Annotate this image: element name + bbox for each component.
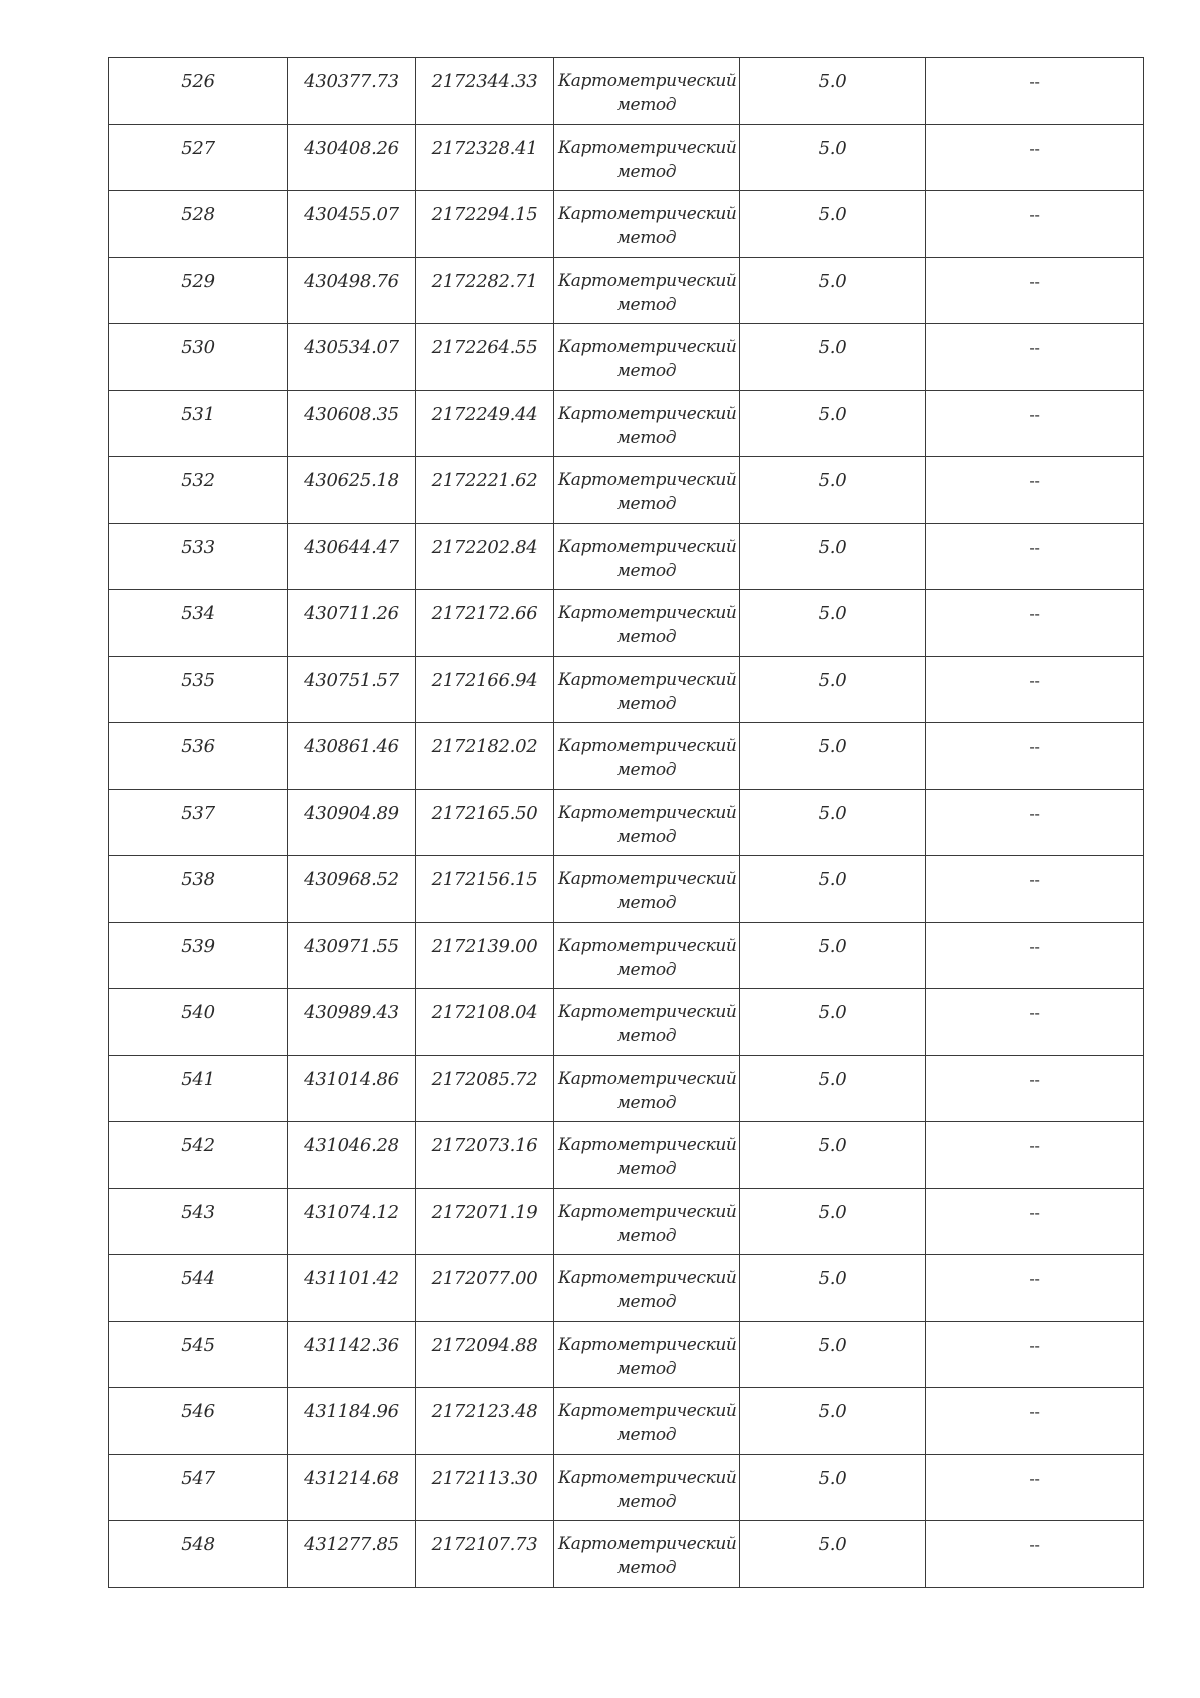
point-number-cell: 534	[109, 590, 288, 657]
method-cell: Картометрический метод	[554, 1188, 740, 1255]
note-cell: --	[926, 324, 1144, 391]
y-coordinate-cell: 2172085.72	[416, 1055, 554, 1122]
point-number-cell: 545	[109, 1321, 288, 1388]
precision-cell: 5.0	[740, 457, 926, 524]
y-coordinate-cell: 2172282.71	[416, 257, 554, 324]
table-row	[109, 390, 1144, 457]
table-row	[109, 989, 1144, 1056]
table-row	[109, 789, 1144, 856]
y-coordinate-cell: 2172139.00	[416, 922, 554, 989]
x-coordinate-cell: 430904.89	[288, 789, 416, 856]
x-coordinate-cell: 430534.07	[288, 324, 416, 391]
note-cell: --	[926, 257, 1144, 324]
precision-cell: 5.0	[740, 191, 926, 258]
point-number-cell: 546	[109, 1388, 288, 1455]
x-coordinate-cell: 430625.18	[288, 457, 416, 524]
note-cell: --	[926, 656, 1144, 723]
precision-cell: 5.0	[740, 124, 926, 191]
precision-cell: 5.0	[740, 590, 926, 657]
precision-cell: 5.0	[740, 1454, 926, 1521]
y-coordinate-cell: 2172071.19	[416, 1188, 554, 1255]
precision-cell: 5.0	[740, 723, 926, 790]
x-coordinate-cell: 431101.42	[288, 1255, 416, 1322]
method-cell: Картометрический метод	[554, 723, 740, 790]
point-number-cell: 541	[109, 1055, 288, 1122]
method-cell: Картометрический метод	[554, 191, 740, 258]
precision-cell: 5.0	[740, 1255, 926, 1322]
y-coordinate-cell: 2172328.41	[416, 124, 554, 191]
y-coordinate-cell: 2172156.15	[416, 856, 554, 923]
note-cell: --	[926, 1321, 1144, 1388]
method-cell: Картометрический метод	[554, 590, 740, 657]
x-coordinate-cell: 430408.26	[288, 124, 416, 191]
table-row	[109, 324, 1144, 391]
point-number-cell: 537	[109, 789, 288, 856]
precision-cell: 5.0	[740, 1321, 926, 1388]
coordinates-table	[108, 57, 1144, 1588]
precision-cell: 5.0	[740, 58, 926, 125]
point-number-cell: 535	[109, 656, 288, 723]
precision-cell: 5.0	[740, 324, 926, 391]
x-coordinate-cell: 430498.76	[288, 257, 416, 324]
table-row	[109, 922, 1144, 989]
note-cell: --	[926, 1521, 1144, 1588]
y-coordinate-cell: 2172094.88	[416, 1321, 554, 1388]
note-cell: --	[926, 856, 1144, 923]
table-row	[109, 723, 1144, 790]
y-coordinate-cell: 2172182.02	[416, 723, 554, 790]
point-number-cell: 528	[109, 191, 288, 258]
y-coordinate-cell: 2172123.48	[416, 1388, 554, 1455]
precision-cell: 5.0	[740, 856, 926, 923]
method-cell: Картометрический метод	[554, 1321, 740, 1388]
y-coordinate-cell: 2172172.66	[416, 590, 554, 657]
x-coordinate-cell: 430455.07	[288, 191, 416, 258]
note-cell: --	[926, 457, 1144, 524]
method-cell: Картометрический метод	[554, 324, 740, 391]
table-row	[109, 1321, 1144, 1388]
note-cell: --	[926, 723, 1144, 790]
method-cell: Картометрический метод	[554, 1521, 740, 1588]
precision-cell: 5.0	[740, 1521, 926, 1588]
x-coordinate-cell: 430971.55	[288, 922, 416, 989]
precision-cell: 5.0	[740, 390, 926, 457]
precision-cell: 5.0	[740, 257, 926, 324]
method-cell: Картометрический метод	[554, 856, 740, 923]
method-cell: Картометрический метод	[554, 1122, 740, 1189]
point-number-cell: 532	[109, 457, 288, 524]
table-row	[109, 1055, 1144, 1122]
table-row	[109, 1454, 1144, 1521]
note-cell: --	[926, 1454, 1144, 1521]
y-coordinate-cell: 2172249.44	[416, 390, 554, 457]
method-cell: Картометрический метод	[554, 989, 740, 1056]
y-coordinate-cell: 2172077.00	[416, 1255, 554, 1322]
point-number-cell: 531	[109, 390, 288, 457]
note-cell: --	[926, 523, 1144, 590]
method-cell: Картометрический метод	[554, 1055, 740, 1122]
point-number-cell: 529	[109, 257, 288, 324]
table-row	[109, 523, 1144, 590]
point-number-cell: 548	[109, 1521, 288, 1588]
note-cell: --	[926, 1388, 1144, 1455]
precision-cell: 5.0	[740, 656, 926, 723]
x-coordinate-cell: 431142.36	[288, 1321, 416, 1388]
method-cell: Картометрический метод	[554, 390, 740, 457]
x-coordinate-cell: 430989.43	[288, 989, 416, 1056]
x-coordinate-cell: 431214.68	[288, 1454, 416, 1521]
x-coordinate-cell: 431014.86	[288, 1055, 416, 1122]
point-number-cell: 526	[109, 58, 288, 125]
table-row	[109, 1255, 1144, 1322]
y-coordinate-cell: 2172073.16	[416, 1122, 554, 1189]
point-number-cell: 539	[109, 922, 288, 989]
point-number-cell: 543	[109, 1188, 288, 1255]
precision-cell: 5.0	[740, 1188, 926, 1255]
y-coordinate-cell: 2172294.15	[416, 191, 554, 258]
table-row	[109, 1521, 1144, 1588]
x-coordinate-cell: 430861.46	[288, 723, 416, 790]
y-coordinate-cell: 2172202.84	[416, 523, 554, 590]
x-coordinate-cell: 430377.73	[288, 58, 416, 125]
y-coordinate-cell: 2172221.62	[416, 457, 554, 524]
note-cell: --	[926, 590, 1144, 657]
x-coordinate-cell: 431074.12	[288, 1188, 416, 1255]
x-coordinate-cell: 430608.35	[288, 390, 416, 457]
point-number-cell: 547	[109, 1454, 288, 1521]
point-number-cell: 536	[109, 723, 288, 790]
x-coordinate-cell: 430751.57	[288, 656, 416, 723]
method-cell: Картометрический метод	[554, 1454, 740, 1521]
precision-cell: 5.0	[740, 523, 926, 590]
y-coordinate-cell: 2172166.94	[416, 656, 554, 723]
x-coordinate-cell: 430711.26	[288, 590, 416, 657]
method-cell: Картометрический метод	[554, 457, 740, 524]
precision-cell: 5.0	[740, 1122, 926, 1189]
coordinates-table-body	[109, 58, 1144, 1588]
y-coordinate-cell: 2172344.33	[416, 58, 554, 125]
note-cell: --	[926, 989, 1144, 1056]
note-cell: --	[926, 789, 1144, 856]
table-row	[109, 457, 1144, 524]
point-number-cell: 540	[109, 989, 288, 1056]
note-cell: --	[926, 390, 1144, 457]
note-cell: --	[926, 191, 1144, 258]
y-coordinate-cell: 2172113.30	[416, 1454, 554, 1521]
x-coordinate-cell: 431277.85	[288, 1521, 416, 1588]
precision-cell: 5.0	[740, 789, 926, 856]
note-cell: --	[926, 1188, 1144, 1255]
x-coordinate-cell: 430968.52	[288, 856, 416, 923]
point-number-cell: 544	[109, 1255, 288, 1322]
note-cell: --	[926, 1122, 1144, 1189]
point-number-cell: 533	[109, 523, 288, 590]
note-cell: --	[926, 1255, 1144, 1322]
y-coordinate-cell: 2172264.55	[416, 324, 554, 391]
point-number-cell: 542	[109, 1122, 288, 1189]
method-cell: Картометрический метод	[554, 1255, 740, 1322]
table-row	[109, 1388, 1144, 1455]
table-row	[109, 656, 1144, 723]
y-coordinate-cell: 2172165.50	[416, 789, 554, 856]
precision-cell: 5.0	[740, 1388, 926, 1455]
point-number-cell: 527	[109, 124, 288, 191]
y-coordinate-cell: 2172108.04	[416, 989, 554, 1056]
table-row	[109, 124, 1144, 191]
method-cell: Картометрический метод	[554, 656, 740, 723]
note-cell: --	[926, 922, 1144, 989]
x-coordinate-cell: 431184.96	[288, 1388, 416, 1455]
table-row	[109, 1122, 1144, 1189]
table-row	[109, 1188, 1144, 1255]
note-cell: --	[926, 1055, 1144, 1122]
table-row	[109, 58, 1144, 125]
method-cell: Картометрический метод	[554, 789, 740, 856]
note-cell: --	[926, 124, 1144, 191]
table-row	[109, 257, 1144, 324]
x-coordinate-cell: 431046.28	[288, 1122, 416, 1189]
method-cell: Картометрический метод	[554, 523, 740, 590]
method-cell: Картометрический метод	[554, 124, 740, 191]
point-number-cell: 538	[109, 856, 288, 923]
table-row	[109, 856, 1144, 923]
table-row	[109, 590, 1144, 657]
y-coordinate-cell: 2172107.73	[416, 1521, 554, 1588]
note-cell: --	[926, 58, 1144, 125]
method-cell: Картометрический метод	[554, 922, 740, 989]
x-coordinate-cell: 430644.47	[288, 523, 416, 590]
precision-cell: 5.0	[740, 989, 926, 1056]
method-cell: Картометрический метод	[554, 257, 740, 324]
precision-cell: 5.0	[740, 1055, 926, 1122]
point-number-cell: 530	[109, 324, 288, 391]
method-cell: Картометрический метод	[554, 58, 740, 125]
table-row	[109, 191, 1144, 258]
method-cell: Картометрический метод	[554, 1388, 740, 1455]
precision-cell: 5.0	[740, 922, 926, 989]
